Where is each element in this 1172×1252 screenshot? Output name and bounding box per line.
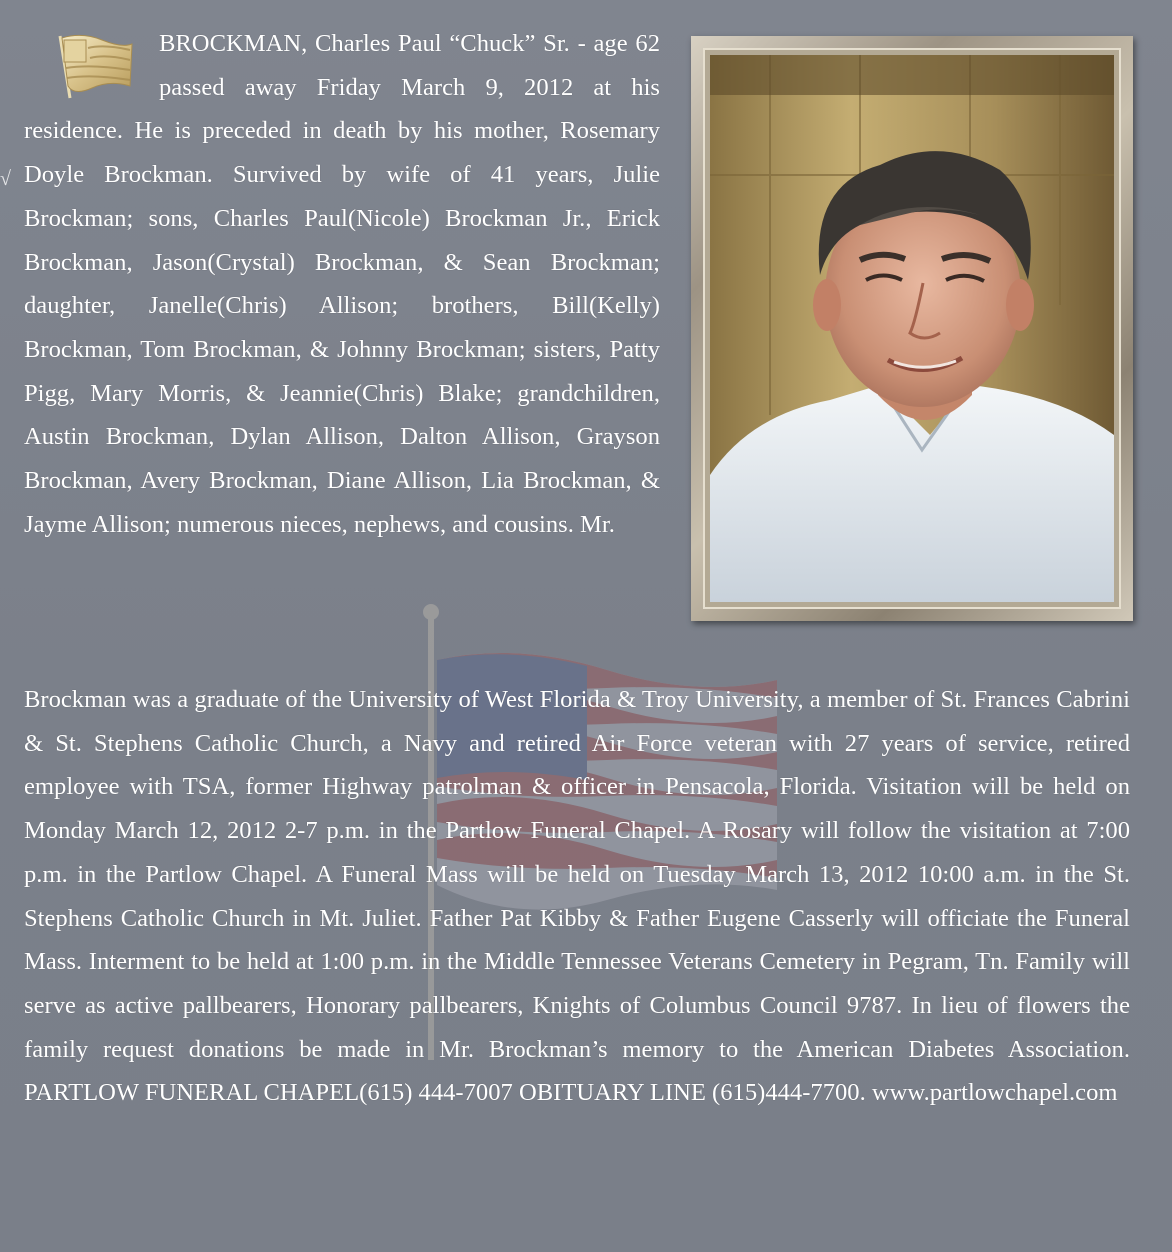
obituary-body-paragraph (24, 678, 1130, 1115)
obituary-lead-text: BROCKMAN, Charles Paul “Chuck” Sr. - age 62 passed away Friday March 9, 2012 at his residence. He is preceded in death by his mother, Rosemary Doyle Brockman. Survived by wife of 41 years, Julie Brockman; sons, Charles Paul(Nicole) Brockman Jr., Erick Brockman, Jason(Crystal) Brockman, & Sean Brockman; daughter, Janelle(Chris) Allison; brothers, Bill(Kelly) Brockman, Tom Brockman, & Johnny Brockman; sisters, Patty Pigg, Mary Morris, & Jeannie(Chris) Blake; grandchildren, Austin Brockman, Dylan Allison, Dalton Allison, Grayson Brockman, Avery Brockman, Diane Allison, Lia Brockman, & Jayme Allison; numerous nieces, nephews, and cousins. Mr. (24, 30, 660, 538)
portrait-frame (691, 36, 1133, 621)
portrait-image (710, 55, 1114, 602)
portrait-photo (705, 50, 1119, 607)
obituary-lead-paragraph (24, 22, 660, 546)
obituary-body-text: Brockman was a graduate of the University of West Florida & Troy University, a member of St. Frances Cabrini & St. Stephens Catholic Church, a Navy and retired Air Force veteran with 27 years of service, retired employee with TSA, former Highway patrolman & officer in Pensacola, Florida. Visitation will be held on Monday March 12, 2012 2-7 p.m. in the Partlow Funeral Chapel. A Rosary will follow the visitation at 7:00 p.m. in the Partlow Chapel. A Funeral Mass will be held on Tuesday March 13, 2012 10:00 a.m. in the St. Stephens Catholic Church in Mt. Juliet. Father Pat Kibby & Father Eugene Casserly will officiate the Funeral Mass. Interment to be held at 1:00 p.m. in the Middle Tennessee Veterans Cemetery in Pegram, Tn. Family will serve as active pallbearers, Honorary pallbearers, Knights of Columbus Council 9787. In lieu of flowers the family request donations be made in Mr. Brockman’s memory to the American Diabetes Association. PARTLOW FUNERAL CHAPEL(615) 444-7007 OBITUARY LINE (615)444-7700. www.partlowchapel.com (24, 686, 1130, 1107)
margin-mark: √ (0, 168, 11, 190)
flag-icon-spacer (24, 22, 159, 106)
